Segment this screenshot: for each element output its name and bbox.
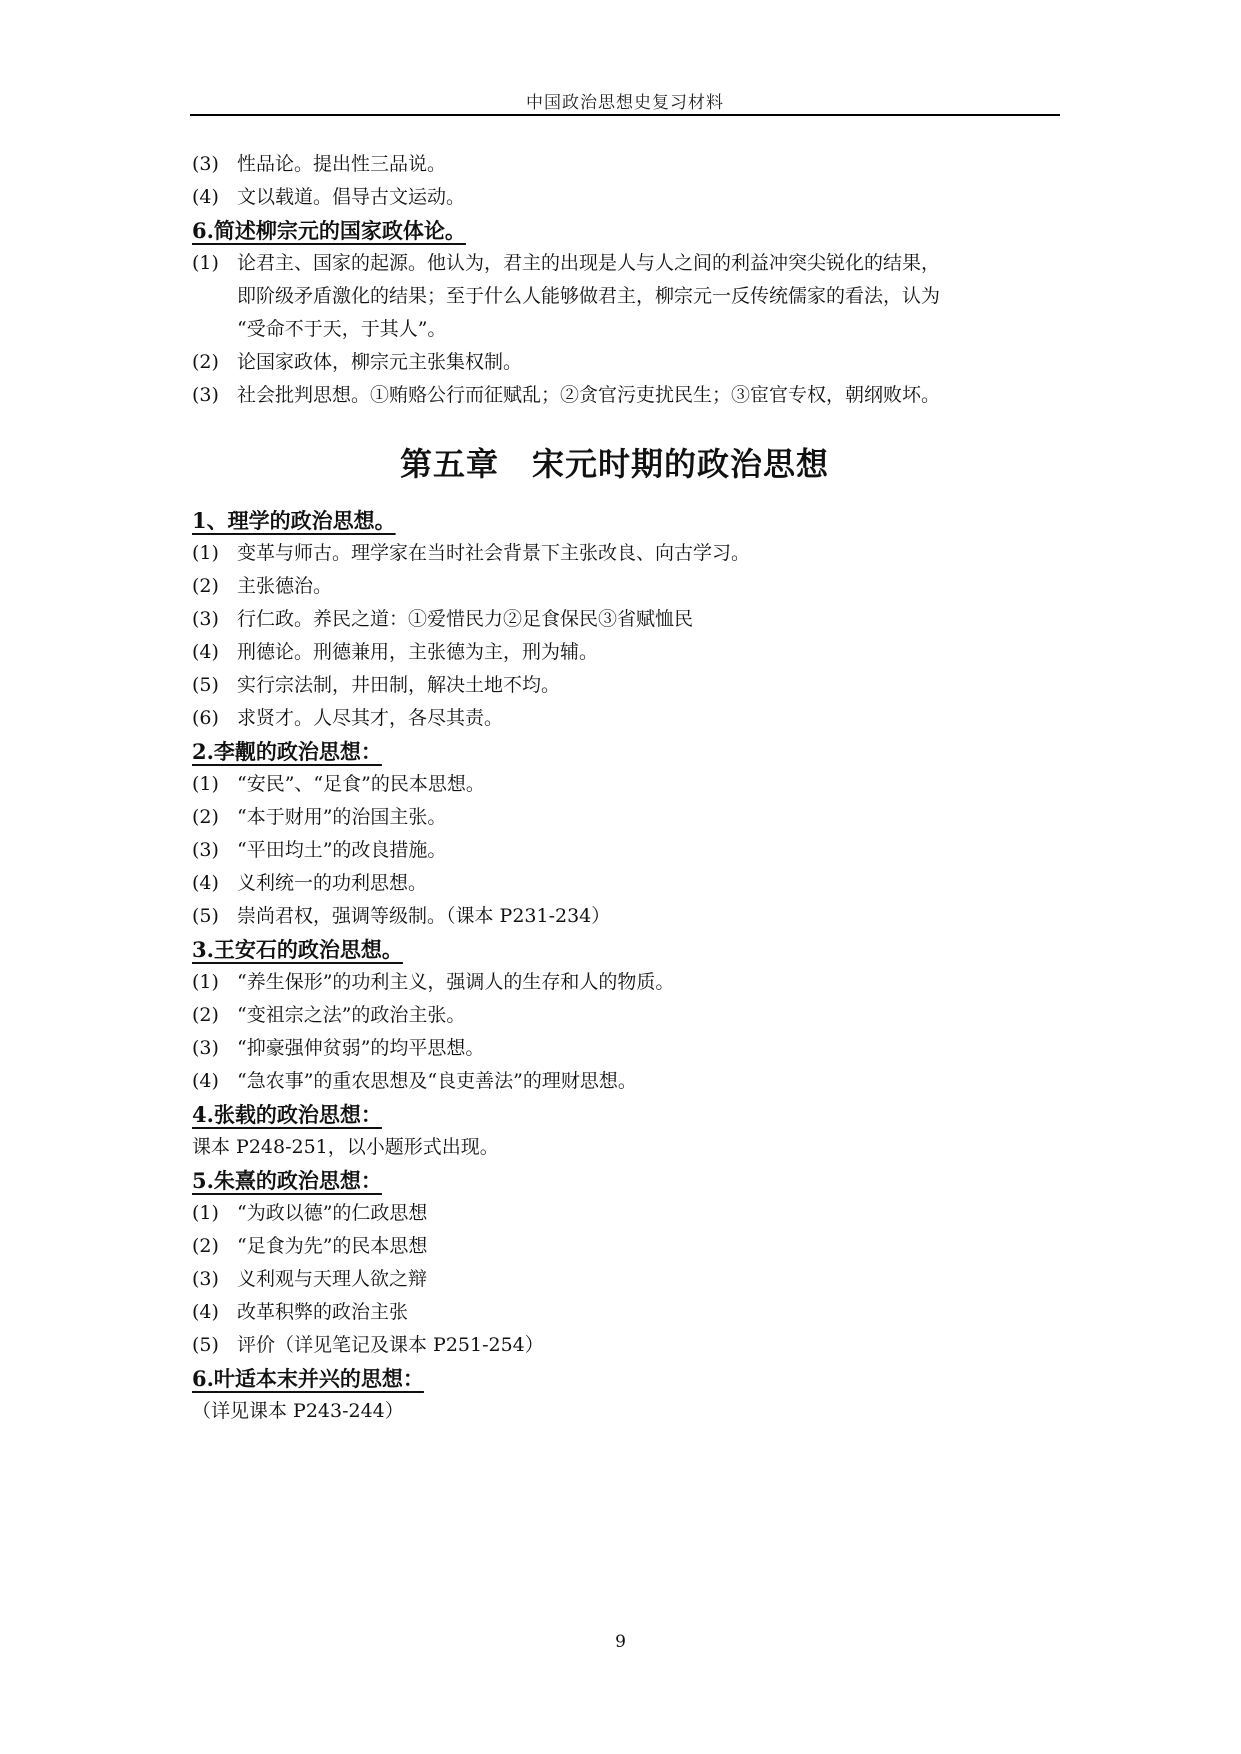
- item-text: 实行宗法制，井田制，解决土地不均。: [237, 674, 561, 696]
- item-number: (1): [192, 542, 219, 564]
- list-item: [192, 537, 1062, 570]
- item-number: (2): [192, 1004, 219, 1026]
- list-item: [192, 148, 1062, 181]
- item-text: 改革积弊的政治主张: [237, 1301, 409, 1323]
- item-number: (1): [192, 971, 219, 993]
- item-text: 评价（详见笔记及课本 P251-254）: [237, 1334, 544, 1356]
- item-text: 求贤才。人尽其才，各尽其责。: [237, 707, 504, 729]
- list-item: [192, 768, 1062, 801]
- section-heading: [192, 1098, 1062, 1131]
- list-item: [192, 834, 1062, 867]
- section-heading: [192, 933, 1062, 966]
- item-continuation: 即阶级矛盾激化的结果；至于什么人能够做君主，柳宗元一反传统儒家的看法，认为: [237, 285, 941, 307]
- list-item: [192, 570, 1062, 603]
- list-item: [192, 999, 1062, 1032]
- list-item: [192, 669, 1062, 702]
- item-text: “安民”、“足食”的民本思想。: [237, 773, 485, 795]
- item-text: 行仁政。养民之道：①爱惜民力②足食保民③省赋恤民: [237, 608, 694, 630]
- item-number: (3): [192, 839, 219, 861]
- section-heading: [192, 735, 1062, 768]
- item-text: 崇尚君权，强调等级制。（课本 P231-234）: [237, 905, 611, 927]
- section-title: 5.朱熹的政治思想：: [192, 1168, 382, 1193]
- item-text: 社会批判思想。①贿赂公行而征赋乱；②贪官污吏扰民生；③宦官专权，朝纲败坏。: [237, 384, 941, 406]
- section-heading: [192, 1164, 1062, 1197]
- page-number: 9: [615, 1632, 626, 1652]
- section-title: 6.叶适本末并兴的思想：: [192, 1366, 424, 1391]
- header-divider: [190, 114, 1060, 116]
- list-item: [192, 247, 1062, 280]
- item-number: (4): [192, 186, 219, 208]
- list-item: [192, 1296, 1062, 1329]
- item-number: (1): [192, 252, 219, 274]
- item-text: 文以载道。倡导古文运动。: [237, 186, 466, 208]
- item-text: 义利观与天理人欲之辩: [237, 1268, 428, 1290]
- item-number: (4): [192, 872, 219, 894]
- item-text: “本于财用”的治国主张。: [237, 806, 447, 828]
- section-title: 2.李觏的政治思想：: [192, 739, 382, 764]
- list-item: [192, 801, 1062, 834]
- list-item: [192, 1197, 1062, 1230]
- item-text: 刑德论。刑德兼用，主张德为主，刑为辅。: [237, 641, 599, 663]
- list-item: [192, 702, 1062, 735]
- item-number: (4): [192, 1070, 219, 1092]
- item-number: (6): [192, 707, 219, 729]
- item-text: 论国家政体，柳宗元主张集权制。: [237, 351, 523, 373]
- chapter-title: 第五章 宋元时期的政治思想: [399, 445, 829, 483]
- section-heading: [192, 1362, 1062, 1395]
- list-item: [192, 966, 1062, 999]
- item-number: (2): [192, 351, 219, 373]
- section-title: 1、理学的政治思想。: [192, 508, 396, 533]
- list-item: [192, 379, 1062, 412]
- list-item: [192, 1329, 1062, 1362]
- list-item: [192, 1065, 1062, 1098]
- item-text: “急农事”的重农思想及“良吏善法”的理财思想。: [237, 1070, 637, 1092]
- item-number: (3): [192, 384, 219, 406]
- item-number: (3): [192, 1268, 219, 1290]
- item-text: 性品论。提出性三品说。: [237, 153, 447, 175]
- item-number: (4): [192, 641, 219, 663]
- list-item: [192, 346, 1062, 379]
- section-title: 6.简述柳宗元的国家政体论。: [192, 218, 466, 243]
- item-number: (2): [192, 1235, 219, 1257]
- section-title: 3.王安石的政治思想。: [192, 937, 403, 962]
- item-text: “为政以德”的仁政思想: [237, 1202, 428, 1224]
- item-text: 论君主、国家的起源。他认为，君主的出现是人与人之间的利益冲突尖锐化的结果，: [237, 252, 941, 274]
- paragraph-text: （详见课本 P243-244）: [192, 1400, 404, 1422]
- item-text: 变革与师古。理学家在当时社会背景下主张改良、向古学习。: [237, 542, 751, 564]
- list-item: [192, 1230, 1062, 1263]
- list-item: [192, 1263, 1062, 1296]
- item-number: (5): [192, 905, 219, 927]
- section-heading: [192, 504, 1062, 537]
- list-item: [192, 867, 1062, 900]
- section-heading: [192, 214, 1062, 247]
- item-number: (4): [192, 1301, 219, 1323]
- list-item: [192, 900, 1062, 933]
- item-number: (2): [192, 806, 219, 828]
- item-continuation: “受命不于天，于其人”。: [237, 318, 447, 340]
- item-number: (5): [192, 1334, 219, 1356]
- item-text: “足食为先”的民本思想: [237, 1235, 428, 1257]
- item-text: “养生保形”的功利主义，强调人的生存和人的物质。: [237, 971, 675, 993]
- item-text: “变祖宗之法”的政治主张。: [237, 1004, 466, 1026]
- item-number: (1): [192, 773, 219, 795]
- item-text: 义利统一的功利思想。: [237, 872, 428, 894]
- list-item: [192, 1032, 1062, 1065]
- item-number: (1): [192, 1202, 219, 1224]
- paragraph-text: 课本 P248-251，以小题形式出现。: [192, 1136, 499, 1158]
- item-text: “平田均土”的改良措施。: [237, 839, 447, 861]
- item-number: (5): [192, 674, 219, 696]
- page-body: [192, 148, 1062, 1428]
- item-number: (2): [192, 575, 219, 597]
- item-text: “抑豪强伸贫弱”的均平思想。: [237, 1037, 485, 1059]
- item-text: 主张德治。: [237, 575, 333, 597]
- item-number: (3): [192, 153, 219, 175]
- page-header-title: 中国政治思想史复习材料: [526, 93, 724, 113]
- list-item: [192, 603, 1062, 636]
- list-item: [192, 181, 1062, 214]
- section-title: 4.张载的政治思想：: [192, 1102, 382, 1127]
- list-item: [192, 636, 1062, 669]
- item-number: (3): [192, 608, 219, 630]
- item-number: (3): [192, 1037, 219, 1059]
